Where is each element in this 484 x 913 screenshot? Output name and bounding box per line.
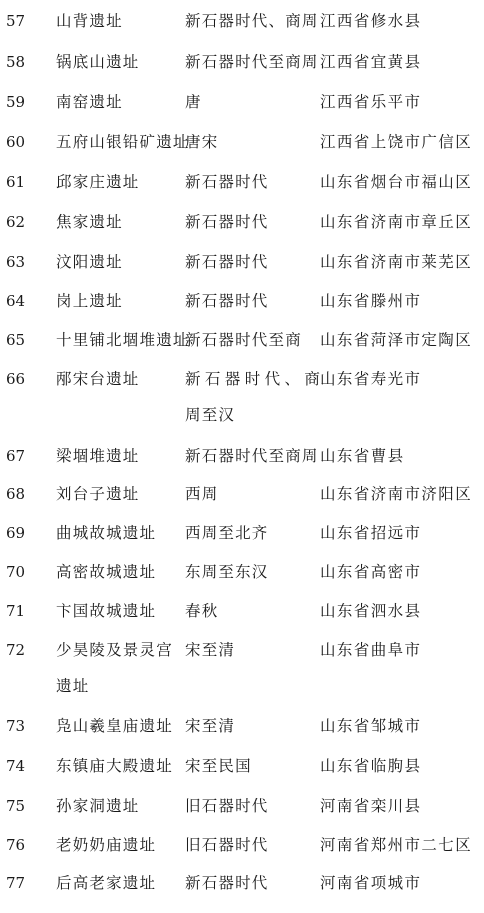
site-name: 东镇庙大殿遗址 [56, 757, 173, 775]
row-number: 61 [6, 173, 26, 191]
site-name: 孙家洞遗址 [56, 797, 140, 815]
table-row [0, 796, 484, 836]
site-location: 山东省招远市 [320, 524, 422, 542]
site-period: 新石器时代、商周 [185, 12, 319, 30]
table-row [0, 252, 484, 292]
site-name: 邱家庄遗址 [56, 173, 140, 191]
table-row [0, 291, 484, 331]
row-number: 65 [6, 331, 26, 349]
site-period: 新石器时代 [185, 292, 269, 310]
row-number: 69 [6, 524, 26, 542]
site-period: 新石器时代 [185, 173, 269, 191]
site-location: 山东省寿光市 [320, 370, 422, 388]
row-number: 58 [6, 53, 26, 71]
table-row [0, 52, 484, 92]
row-number: 66 [6, 370, 26, 388]
row-number: 74 [6, 757, 26, 775]
row-number: 62 [6, 213, 26, 231]
site-period: 宋至清 [185, 717, 236, 735]
row-number: 63 [6, 253, 26, 271]
site-period: 新石器时代至商周 [185, 447, 319, 465]
site-name: 锅底山遗址 [56, 53, 140, 71]
site-period: 宋至民国 [185, 757, 252, 775]
site-period: 唐 [185, 93, 202, 111]
row-number: 73 [6, 717, 26, 735]
row-number: 76 [6, 836, 26, 854]
row-number: 67 [6, 447, 26, 465]
row-number: 70 [6, 563, 26, 581]
site-period: 旧石器时代 [185, 797, 269, 815]
site-name: 后高老家遗址 [56, 874, 157, 892]
table-row [0, 873, 484, 913]
site-location: 河南省栾川县 [320, 797, 422, 815]
table-row [0, 330, 484, 370]
site-location: 江西省宜黄县 [320, 53, 422, 71]
site-name: 梁堌堆遗址 [56, 447, 140, 465]
row-number: 72 [6, 641, 26, 659]
row-number: 68 [6, 485, 26, 503]
site-period: 西周 [185, 485, 219, 503]
table-row [0, 523, 484, 563]
site-name: 焦家遗址 [56, 213, 123, 231]
row-number: 57 [6, 12, 26, 30]
site-name: 少昊陵及景灵宫 [56, 641, 173, 659]
table-row [0, 562, 484, 602]
site-period: 新石器时代、商 [185, 370, 325, 388]
table-row [0, 601, 484, 641]
site-location: 山东省滕州市 [320, 292, 422, 310]
site-name: 老奶奶庙遗址 [56, 836, 157, 854]
table-row [0, 11, 484, 51]
site-location: 山东省济南市章丘区 [320, 213, 473, 231]
row-number: 71 [6, 602, 26, 620]
site-name: 曲城故城遗址 [56, 524, 157, 542]
site-period: 新石器时代至商 [185, 331, 302, 349]
row-number: 60 [6, 133, 26, 151]
row-number: 77 [6, 874, 26, 892]
site-period: 新石器时代至商周 [185, 53, 319, 71]
site-location: 山东省济南市莱芜区 [320, 253, 473, 271]
row-number: 59 [6, 93, 26, 111]
site-period: 新石器时代 [185, 874, 269, 892]
site-location: 山东省济南市济阳区 [320, 485, 473, 503]
site-location: 河南省郑州市二七区 [320, 836, 473, 854]
site-location: 山东省菏泽市定陶区 [320, 331, 473, 349]
table-row [0, 212, 484, 252]
table-row [0, 92, 484, 132]
site-location: 山东省泗水县 [320, 602, 422, 620]
site-name: 五府山银铅矿遗址 [56, 133, 190, 151]
site-location: 山东省曲阜市 [320, 641, 422, 659]
table-row [0, 756, 484, 796]
site-period: 西周至北齐 [185, 524, 269, 542]
site-name: 岗上遗址 [56, 292, 123, 310]
site-name: 汶阳遗址 [56, 253, 123, 271]
site-location: 山东省高密市 [320, 563, 422, 581]
site-period: 新石器时代 [185, 253, 269, 271]
site-location: 山东省临朐县 [320, 757, 422, 775]
site-location: 江西省乐平市 [320, 93, 422, 111]
table-row [0, 172, 484, 212]
site-location: 山东省邹城市 [320, 717, 422, 735]
site-name: 卞国故城遗址 [56, 602, 157, 620]
table-row [0, 484, 484, 524]
site-name: 山背遗址 [56, 12, 123, 30]
row-number: 75 [6, 797, 26, 815]
site-name-continued: 遗址 [56, 677, 90, 695]
site-name: 刘台子遗址 [56, 485, 140, 503]
table-row [0, 446, 484, 486]
site-location: 河南省项城市 [320, 874, 422, 892]
site-name: 凫山羲皇庙遗址 [56, 717, 173, 735]
table-row [0, 716, 484, 756]
site-name: 南窑遗址 [56, 93, 123, 111]
table-row [0, 132, 484, 172]
site-location: 江西省修水县 [320, 12, 422, 30]
site-period: 旧石器时代 [185, 836, 269, 854]
site-period: 东周至东汉 [185, 563, 269, 581]
site-name: 邴宋台遗址 [56, 370, 140, 388]
site-name: 高密故城遗址 [56, 563, 157, 581]
site-period: 春秋 [185, 602, 219, 620]
site-location: 江西省上饶市广信区 [320, 133, 473, 151]
table-row [0, 640, 484, 720]
site-period: 新石器时代 [185, 213, 269, 231]
site-period: 唐宋 [185, 133, 219, 151]
table-row [0, 369, 484, 449]
table-row [0, 835, 484, 875]
site-location: 山东省曹县 [320, 447, 405, 465]
site-period: 宋至清 [185, 641, 236, 659]
site-name: 十里铺北堌堆遗址 [56, 331, 190, 349]
site-period-continued: 周至汉 [185, 406, 236, 424]
row-number: 64 [6, 292, 26, 310]
site-location: 山东省烟台市福山区 [320, 173, 473, 191]
